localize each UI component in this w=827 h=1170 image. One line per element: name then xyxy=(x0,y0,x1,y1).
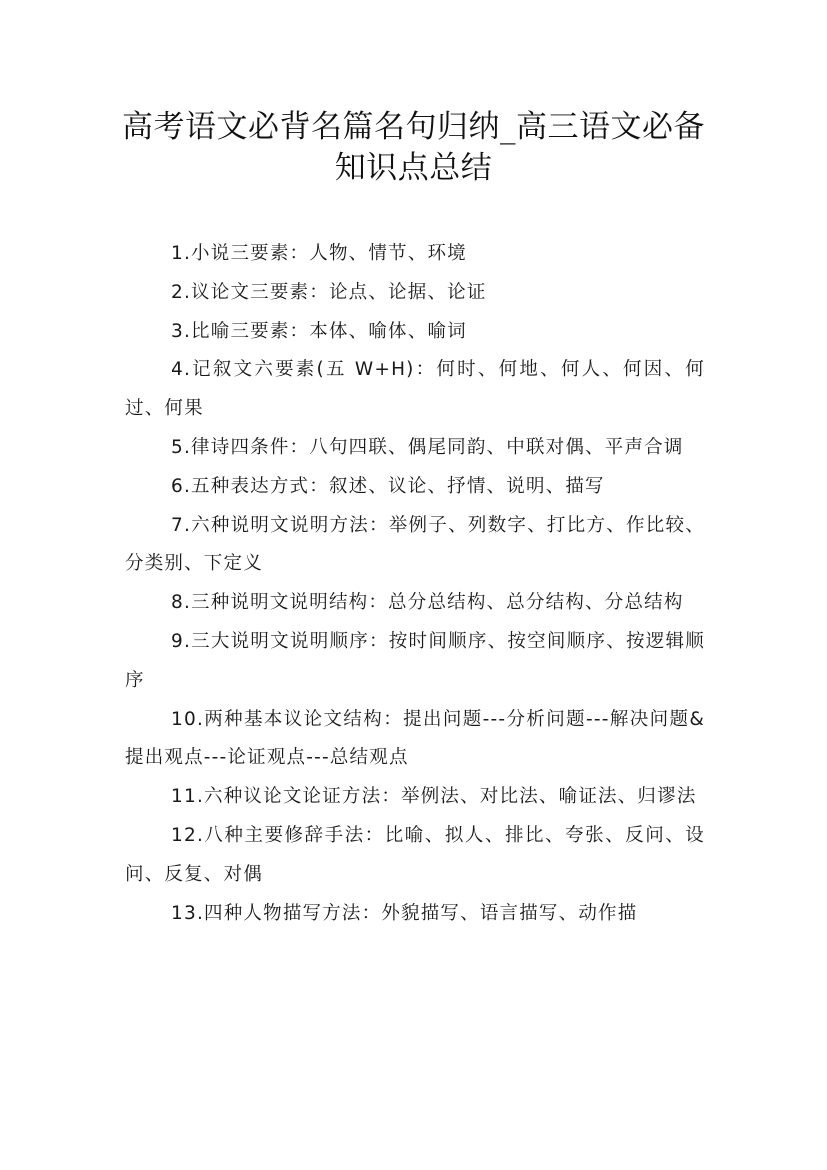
list-item: 4.记叙文六要素(五 W+H)：何时、何地、何人、何因、何过、何果 xyxy=(125,359,705,420)
document-body xyxy=(125,235,705,933)
list-item: 9.三大说明文说明顺序：按时间顺序、按空间顺序、按逻辑顺序 xyxy=(125,630,705,691)
list-item: 8.三种说明文说明结构：总分总结构、总分结构、分总结构 xyxy=(171,592,684,614)
list-item: 11.六种议论文论证方法：举例法、对比法、喻证法、归谬法 xyxy=(171,786,697,808)
list-item: 5.律诗四条件：八句四联、偶尾同韵、中联对偶、平声合调 xyxy=(171,436,684,458)
list-item: 7.六种说明文说明方法：举例子、列数字、打比方、作比较、分类别、下定义 xyxy=(125,514,705,575)
document-title-line-1: 高考语文必背名篇名句归纳_高三语文必备 xyxy=(122,109,705,145)
list-item: 3.比喻三要素：本体、喻体、喻词 xyxy=(171,320,467,342)
list-item: 13.四种人物描写方法：外貌描写、语言描写、动作描 xyxy=(171,902,638,924)
document-title-line-2: 知识点总结 xyxy=(334,150,493,186)
list-item: 12.八种主要修辞手法：比喻、拟人、排比、夸张、反问、设问、反复、对偶 xyxy=(125,824,705,885)
list-item: 10.两种基本议论文结构：提出问题---分析问题---解决问题&提出观点---论证观点---总结观点 xyxy=(125,708,705,769)
list-item: 2.议论文三要素：论点、论据、论证 xyxy=(171,281,487,303)
list-item: 6.五种表达方式：叙述、议论、抒情、说明、描写 xyxy=(171,475,605,497)
list-item: 1.小说三要素：人物、情节、环境 xyxy=(171,243,467,264)
